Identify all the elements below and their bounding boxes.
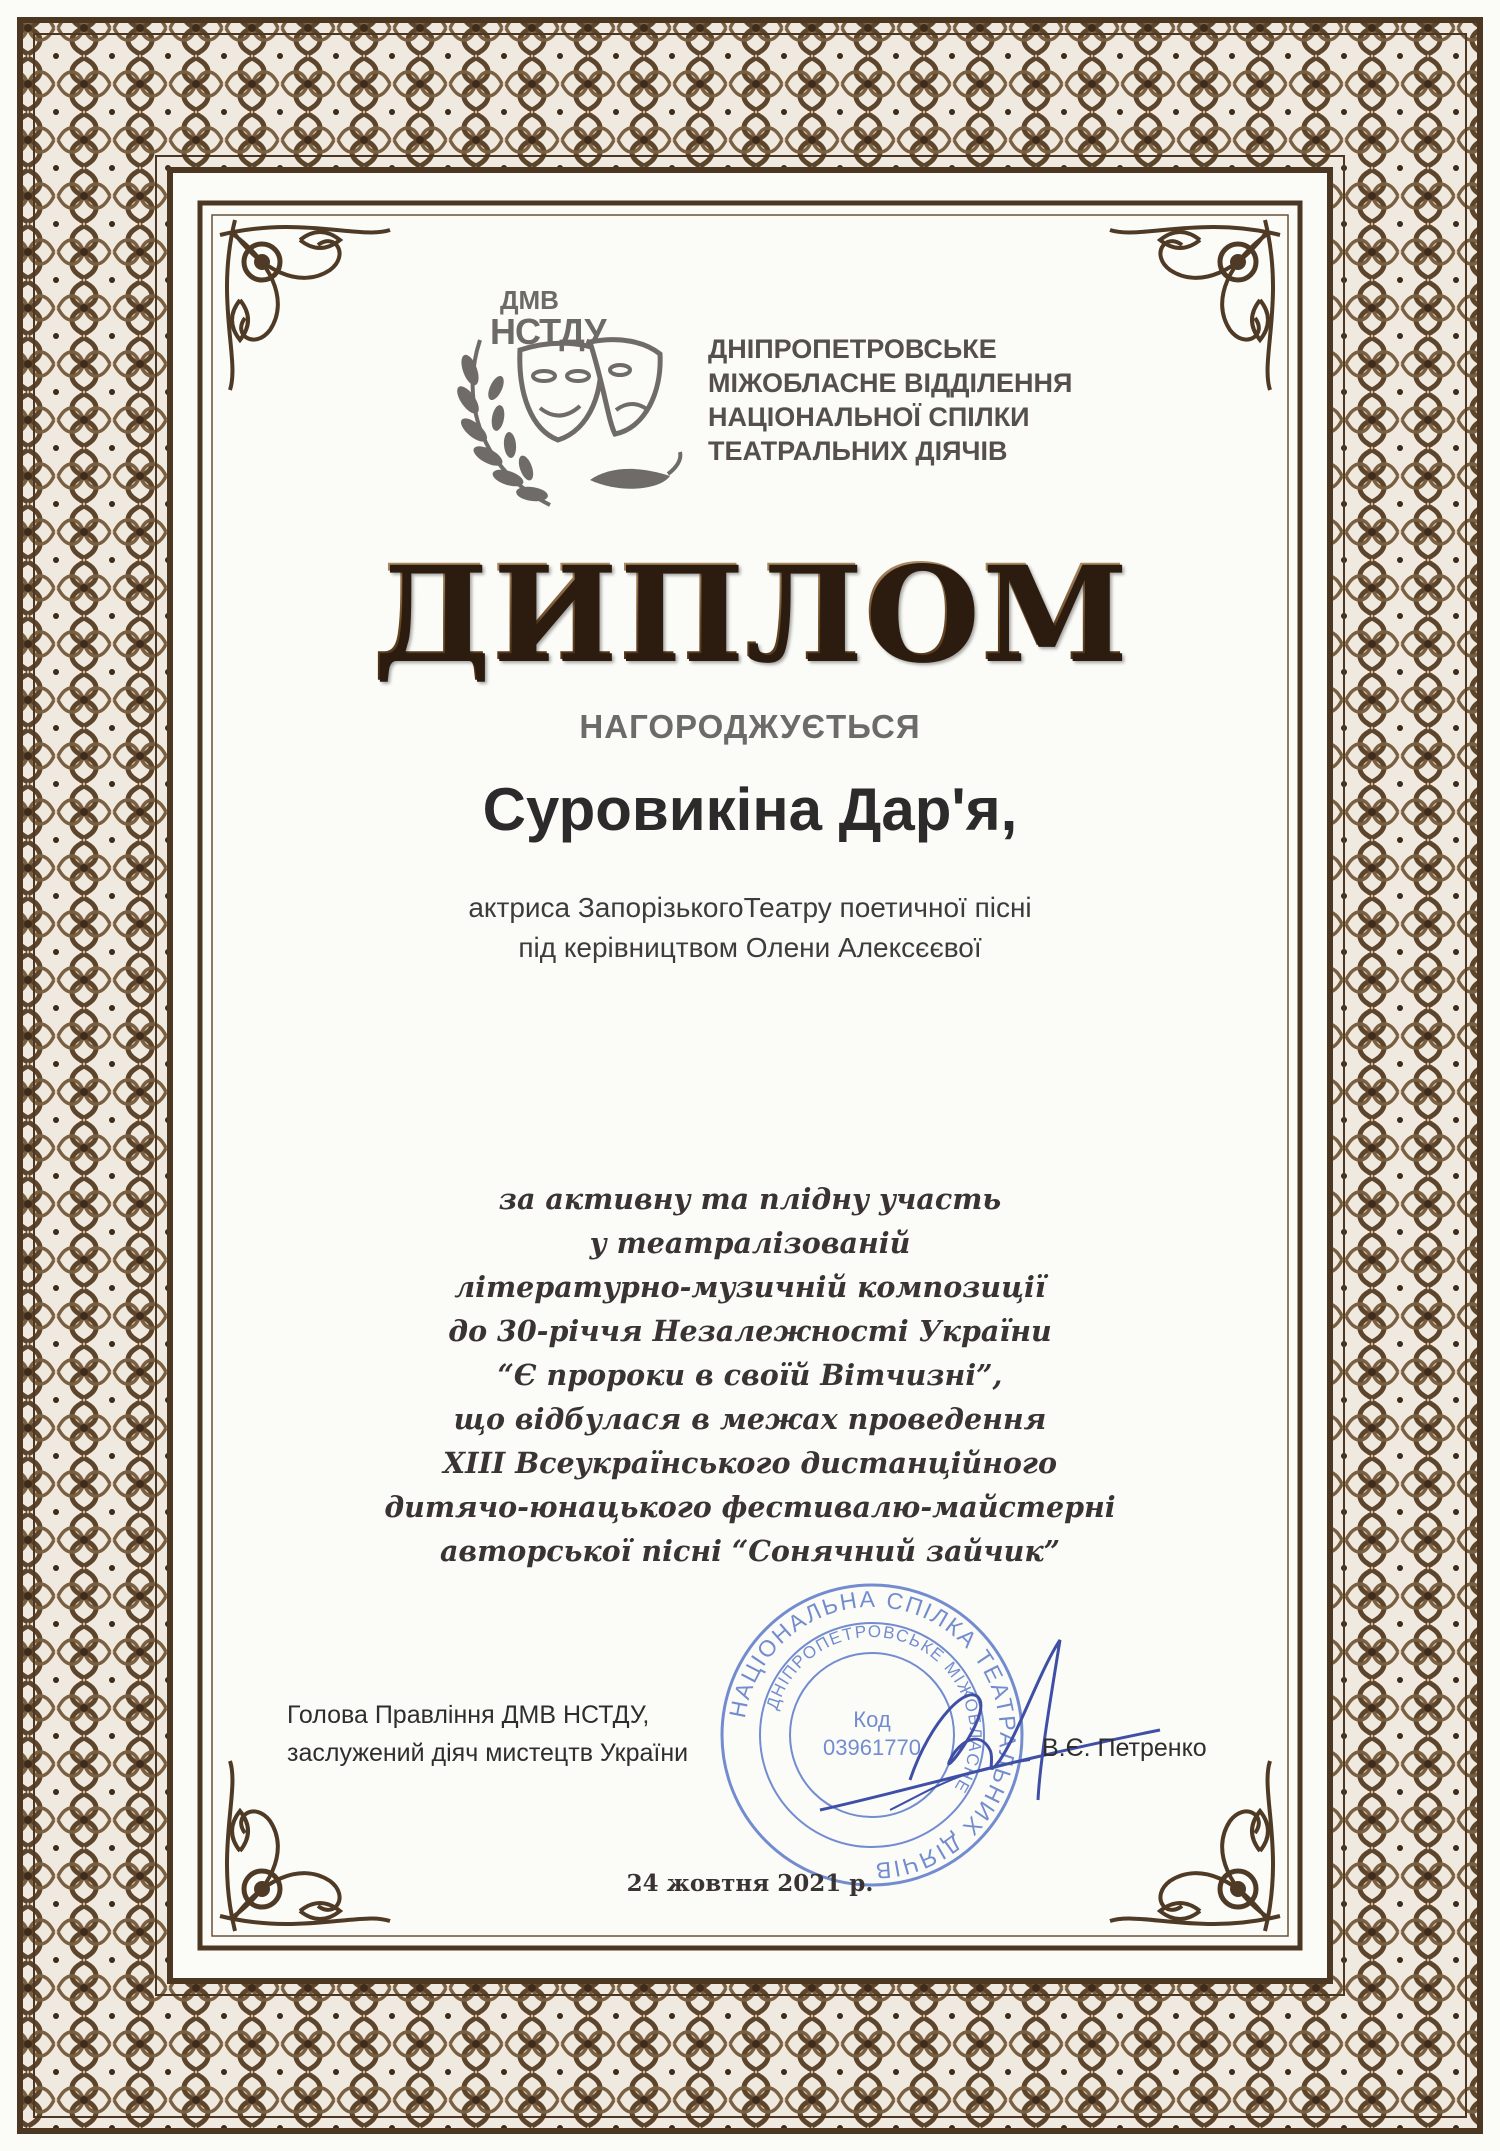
recipient-name: Суровикіна Дар'я, [482,776,1018,843]
reason-line: до 30-річчя Незалежності України [448,1314,1052,1348]
org-line: НАЦІОНАЛЬНОЇ СПІЛКИ [708,402,1030,432]
organization-logo [440,280,1080,520]
award-reason [0,1177,1500,1573]
stamp-code-label: Код [853,1707,891,1732]
role-line: актриса ЗапорізькогоТеатру поетичної пісні [468,892,1032,923]
stamp-inner-text: ДНІПРОПЕТРОВСЬКЕ МІЖОБЛАСНЕ [762,1621,986,1798]
org-line: ДНІПРОПЕТРОВСЬКЕ [708,334,997,364]
stamp-outer-text: НАЦІОНАЛЬНА СПІЛКА ТЕАТРАЛЬНИХ ДІЯЧІВ [724,1585,1022,1885]
signatory-title [287,1696,688,1772]
org-line: ТЕАТРАЛЬНИХ ДІЯЧІВ [708,436,1008,466]
organization-name [708,332,1088,468]
logo-abbr-bottom: НСТДУ [490,311,606,352]
reason-line: дитячо-юнацького фестивалю-майстерні [384,1490,1116,1524]
logo-abbreviation [490,284,606,352]
reason-line: що відбулася в межах проведення [453,1402,1047,1436]
role-line: під керівництвом Олени Алексєєвої [518,932,982,963]
reason-line: за активну та плідну участь [498,1182,1002,1216]
issue-date: 24 жовтня 2021 р. [626,1870,874,1897]
diploma-title: ДИПЛОМ [0,536,1500,691]
reason-line: XIII Всеукраїнського дистанційного [443,1446,1057,1480]
reason-line: літературно-музичній композиції [454,1270,1046,1304]
recipient-role [0,888,1500,968]
stamp-code-value: 03961770 [823,1735,921,1760]
org-line: МІЖОБЛАСНЕ ВІДДІЛЕННЯ [708,368,1073,398]
logo-abbr-top: ДМВ [500,285,559,315]
reason-line: “Є пророки в своїй Вітчизні”, [497,1358,1003,1392]
reason-line: у театралізованій [589,1226,911,1260]
reason-line: авторської пісні “Сонячний зайчик” [439,1534,1061,1568]
signatory-name: В.Є. Петренко [1042,1734,1207,1762]
signatory-title-line: заслужений діяч мистецтв України [287,1739,689,1767]
award-subtitle: НАГОРОДЖУЄТЬСЯ [579,708,921,745]
handwritten-signature [790,1610,1180,1840]
signatory-title-line: Голова Правління ДМВ НСТДУ, [287,1701,650,1729]
